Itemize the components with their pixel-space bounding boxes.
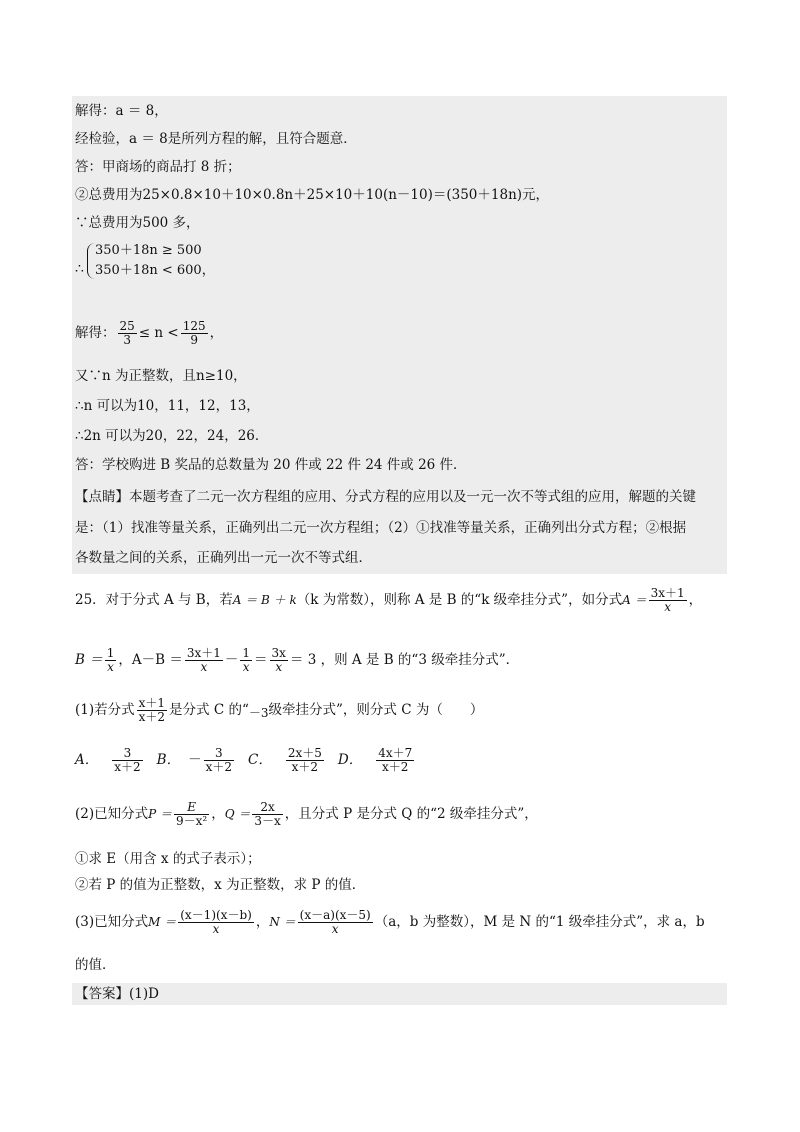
solve-n-range-line <box>75 316 223 350</box>
fraction-2x-over-3-minus-x <box>252 801 282 828</box>
option-b-label: B． <box>156 752 181 768</box>
fraction-1-over-x <box>105 647 117 674</box>
fraction-numerator: 3 <box>204 747 234 761</box>
fraction-denominator: x <box>242 660 250 674</box>
a-minus-b: ，A－B ＝ <box>118 652 183 668</box>
part-3-comma: ， <box>255 914 270 930</box>
n-lhs: N ＝ <box>269 915 296 929</box>
n-values-line: ∴n 可以为10，11，12，13， <box>75 398 260 414</box>
fraction-m <box>178 909 254 936</box>
option-b-fraction <box>204 747 234 774</box>
fraction-n <box>298 909 373 936</box>
fraction-numerator: (x－1)(x－b) <box>180 908 252 922</box>
p-lhs: P ＝ <box>148 807 173 821</box>
fraction-numerator: 3x <box>271 646 286 660</box>
therefore-symbol: ∴ <box>75 261 84 277</box>
range-middle: ≤ n < <box>138 325 179 341</box>
fraction-numerator: 25 <box>119 319 135 333</box>
fraction-denominator: x <box>212 922 220 936</box>
check-line: 经检验，a ＝ 8是所列方程的解，且符合题意． <box>75 131 357 147</box>
comment-line-1: 【点睛】本题考查了二元一次方程组的应用、分式方程的应用以及一元一次不等式组的应用，解题的关键 <box>75 489 696 505</box>
fraction-numerator: 2x <box>252 801 282 815</box>
answer-discount-line: 答：甲商场的商品打 8 折； <box>75 159 241 175</box>
q25-example-lhs: A ＝ <box>622 593 647 607</box>
q25-intro: 25．对于分式 A 与 B，若 <box>75 592 233 608</box>
option-d-label: D． <box>337 752 363 768</box>
part-2-tail: ，且分式 P 是分式 Q 的“2 级牵挂分式”， <box>284 806 538 822</box>
inequality-row-2: 350＋18n < 600， <box>95 263 215 278</box>
part-3-line <box>75 905 705 939</box>
2n-values-line: ∴2n 可以为20，22，24，26． <box>75 428 269 444</box>
fraction-125-over-9 <box>181 320 208 347</box>
part-2-prefix: (2)已知分式 <box>75 806 149 822</box>
fraction-denominator: x <box>275 660 283 674</box>
fraction-denominator: x＋2 <box>114 760 141 774</box>
fraction-denominator: x＋2 <box>291 760 319 774</box>
part-1-line <box>75 693 483 730</box>
option-a-fraction <box>112 747 142 774</box>
question-25-line-1 <box>75 583 702 617</box>
option-b-sign: － <box>188 752 202 768</box>
part-1-level: －3 <box>248 706 269 720</box>
fraction-numerator: 3 <box>112 747 142 761</box>
example-conclusion: ＝ 3 ，则 A 是 B 的“3 级牵挂分式”． <box>289 652 520 668</box>
integer-condition-line: 又∵n 为正整数，且n≥10， <box>75 368 247 384</box>
fraction-numerator: (x－a)(x－5) <box>299 908 371 922</box>
q25-comma: ， <box>688 592 703 608</box>
b-definition: B ＝ <box>75 652 103 668</box>
fraction-3x-plus-1-over-x <box>649 587 687 614</box>
fraction-numerator: 3x＋1 <box>650 586 685 600</box>
part-1-tail: 级牵挂分式”，则分式 C 为（ ） <box>268 702 484 718</box>
option-c-fraction <box>286 747 324 774</box>
equals-sign: ＝ <box>254 652 268 668</box>
fraction-e-over-9-minus-x2 <box>174 801 209 828</box>
fraction-x-plus-1-over-x-plus-2 <box>137 697 167 724</box>
fraction-1-over-x <box>240 647 252 674</box>
option-a-label: A． <box>75 752 99 768</box>
fraction-denominator: x＋2 <box>138 710 166 724</box>
inequality-row-1: 350＋18n ≥ 500 <box>95 243 202 258</box>
part-2-sub-1: ①求 E（用含 x 的式子表示）； <box>75 851 261 867</box>
part-1-prefix: (1)若分式 <box>75 702 135 718</box>
m-lhs: M ＝ <box>148 915 177 929</box>
answer-shaded-block <box>72 983 727 1005</box>
option-d-fraction <box>376 747 414 774</box>
fraction-numerator: 1 <box>106 646 115 660</box>
comment-line-2: 是：（1）找准等量关系，正确列出二元一次方程组；（2）①找准等量关系，正确列出分式方程；②根据 <box>75 520 687 536</box>
fraction-numerator: 1 <box>242 646 251 660</box>
part-2-comma: ， <box>211 806 225 822</box>
option-c-label: C． <box>247 752 272 768</box>
fraction-numerator: x＋1 <box>138 696 166 710</box>
fraction-numerator: 4x＋7 <box>378 746 413 760</box>
fraction-25-over-3 <box>118 320 137 347</box>
question-25-line-2 <box>75 643 519 677</box>
fraction-numerator: 125 <box>182 319 206 333</box>
q25-definition-text: （k 为常数），则称 A 是 B 的“k 级牵挂分式”，如分式 <box>296 592 623 608</box>
part-2-line <box>75 797 538 831</box>
fraction-denominator: x <box>331 922 339 936</box>
fraction-numerator: 3x＋1 <box>186 646 221 660</box>
part-3-prefix: (3)已知分式 <box>75 914 149 930</box>
fraction-denominator: 3－x <box>254 814 281 828</box>
fraction-numerator: E <box>174 801 209 815</box>
fraction-denominator: x＋2 <box>205 760 232 774</box>
part-3-continuation: 的值． <box>75 957 116 973</box>
part-3-tail: （a，b 为整数），M 是 N 的“1 级牵挂分式”，求 a，b <box>374 914 705 930</box>
minus-sign: － <box>224 652 239 668</box>
fraction-denominator: 3 <box>123 333 131 347</box>
part-2-sub-2: ②若 P 的值为正整数，x 为正整数，求 P 的值． <box>75 877 366 893</box>
total-cost-line: ②总费用为25×0.8×10＋10×0.8n＋25×10＋10(n－10)＝(350＋18n)元， <box>75 187 550 203</box>
options-line <box>75 743 416 777</box>
fraction-denominator: x <box>107 660 114 674</box>
answer-line: 【答案】(1)D <box>75 986 159 1002</box>
solve-line-a: 解得：a ＝ 8， <box>75 103 168 119</box>
q-lhs: Q ＝ <box>224 807 251 821</box>
q25-definition-formula: A ＝ B ＋ k <box>232 593 297 607</box>
fraction-denominator: x <box>664 600 671 614</box>
answer-total-line: 答：学校购进 B 奖品的总数量为 20 件或 22 件 24 件或 26 件． <box>75 457 467 473</box>
range-suffix: ， <box>209 325 224 341</box>
fraction-denominator: x <box>200 660 208 674</box>
fraction-denominator: 9－x² <box>176 814 208 828</box>
comment-line-3: 各数量之间的关系，正确列出一元一次不等式组． <box>75 550 372 566</box>
fraction-3x-plus-1-over-x <box>185 647 223 674</box>
fraction-denominator: x＋2 <box>382 760 409 774</box>
inequality-system <box>75 243 315 283</box>
part-1-text: 是分式 C 的“ <box>169 702 249 718</box>
fraction-3x-over-x <box>270 647 288 674</box>
solve-prefix: 解得： <box>75 325 116 341</box>
fraction-denominator: 9 <box>190 333 198 347</box>
because-line: ∵总费用为500 多， <box>75 215 200 231</box>
fraction-numerator: 2x＋5 <box>287 746 322 760</box>
